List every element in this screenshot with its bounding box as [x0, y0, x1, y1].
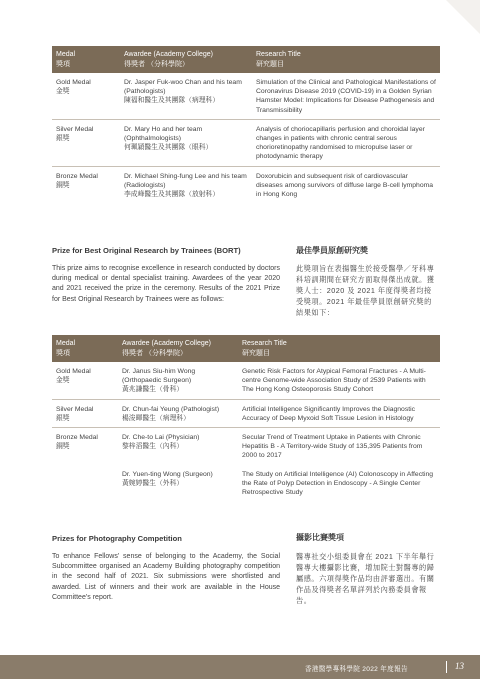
footer-report-title: 香港醫學專科學院 2022 年度報告	[305, 666, 408, 673]
awardee-cell: Dr. Chun-fai Yeung (Pathologist) 楊浚暉醫生（病理科）	[118, 399, 238, 427]
footer-bar	[0, 655, 480, 679]
table-row	[52, 166, 440, 203]
photo-heading-zh: 攝影比賽獎項	[296, 533, 344, 542]
table-row	[52, 119, 440, 166]
title-cell: The Study on Artificial Intelligence (AI) Colonoscopy in Affecting the Rate of Polyp Detection in Endoscopy - A Single Center Retrospective Study	[242, 470, 434, 497]
awardee-cell: Dr. Michael Shing-fung Lee and his team (Radiologists) 李成峰醫生及其團隊（放射科）	[120, 166, 252, 203]
header-awardee: Awardee (Academy College) 得獎者 （分科學院）	[118, 335, 238, 362]
title-cell: Analysis of choriocapillaris perfusion and choroidal layer changes in patients with chronic central serous chorioretinopathy randomised to micropulse laser or photodynamic therapy	[252, 119, 440, 166]
awardee-cell: Dr. Yuen-ting Wong (Surgeon) 黃婉婷醫生（外科）	[122, 470, 213, 487]
footer-divider	[446, 661, 447, 673]
title-cell: Doxorubicin and subsequent risk of cardiovascular diseases among survivors of diffuse large B-cell lymphoma in Hong Kong	[252, 166, 440, 203]
table-row	[52, 465, 440, 502]
table-row	[52, 73, 440, 119]
bort-heading-zh: 最佳學員原創研究獎	[296, 246, 368, 255]
awardee-cell: Dr. Janus Siu-him Wong (Orthopaedic Surgeon) 黃兆謙醫生（骨科）	[122, 368, 196, 394]
header-medal: Medal 獎項	[52, 335, 118, 362]
header-awardee: Awardee (Academy College) 得獎者 （分科學院）	[120, 46, 252, 73]
title-cell: Artificial Intelligence Significantly Improves the Diagnostic Accuracy of Deep Myxoid Soft Tissue Lesion in Histology	[238, 399, 440, 427]
table-row	[52, 428, 440, 465]
medal-cell: Gold Medal 金獎	[56, 79, 91, 96]
medal-cell: Gold Medal 金獎	[56, 368, 91, 385]
photo-paragraph: To enhance Fellows’ sense of belonging to the Academy, the Social Subcommittee organised an Academy Building photography competition in the second half of 2021. Six submissions were shortlisted and awarded. List of winners and their work are available in the House Committee’s report.	[52, 553, 280, 601]
awardee-cell: Dr. Che-to Lai (Physician) 黎梓滔醫生（內科）	[118, 428, 238, 465]
bort-paragraph: This prize aims to recognise excellence in research conducted by doctors during medical or dental specialist training. Awardees of the year 2020 and 2021 received the prize in the ceremony. Results of the 2021 Prize for Best Original Research by Trainees were as follows:	[52, 265, 280, 303]
table-row	[52, 362, 440, 399]
table-row	[52, 399, 440, 427]
header-medal: Medal 獎項	[52, 46, 120, 73]
header-research-title: Research Title 研究題目	[238, 335, 440, 362]
photo-paragraph-zh: 醫專社交小組委員會在 2021 下半年舉行醫專大樓攝影比賽，增加院士對醫專的歸屬感。六項得獎作品均由評審選出。有關作品及得獎者名單詳列於內務委員會報告。	[296, 552, 435, 605]
title-cell: Genetic Risk Factors for Atypical Femoral Fractures - A Multi-centre Genome-wide Association Study of 2539 Patients with The Hong Kong Osteoporosis Study Cohort	[242, 368, 426, 394]
medal-cell	[52, 465, 118, 502]
title-cell: Secular Trend of Treatment Uptake in Patients with Chronic Hepatitis B - A Territory-wide Study of 135,395 Patients from 2000 to 2017	[238, 428, 440, 465]
bort-heading: Prize for Best Original Research by Trainees (BORT)	[52, 246, 241, 255]
page-number: 13	[455, 661, 464, 671]
awardee-cell: Dr. Mary Ho and her team (Ophthalmologists) 何珮穎醫生及其團隊（眼科）	[120, 119, 252, 166]
header-research-title: Research Title 研究題目	[252, 46, 440, 73]
medal-cell: Bronze Medal 銅獎	[52, 428, 118, 465]
page-corner-decoration	[446, 0, 480, 34]
medal-table-research	[52, 46, 440, 203]
table-header	[52, 335, 440, 362]
medal-cell: Bronze Medal 銅獎	[52, 166, 120, 203]
table-header	[52, 46, 440, 73]
title-cell: Simulation of the Clinical and Pathological Manifestations of Coronavirus Disease 2019 (COVID-19) in a Golden Syrian Hamster Model: Implications for Disease Pathogenesis and Transmissibility	[256, 79, 436, 114]
medal-table-bort	[52, 335, 440, 501]
photo-heading: Prizes for Photography Competition	[52, 534, 182, 543]
medal-cell: Silver Medal 銀獎	[52, 119, 120, 166]
bort-paragraph-zh: 此獎項旨在表揚醫生於接受醫學／牙科專科培訓期間在研究方面取得傑出成就。獲獎人士：2020 及 2021 年度得獎者均接受獎項。2021 年最佳學員原創研究獎的結果如下：	[296, 264, 435, 317]
medal-cell: Silver Medal 銀獎	[52, 399, 118, 427]
awardee-cell: Dr. Jasper Fuk-woo Chan and his team (Pathologists) 陳福和醫生及其團隊（病理科）	[124, 79, 242, 105]
